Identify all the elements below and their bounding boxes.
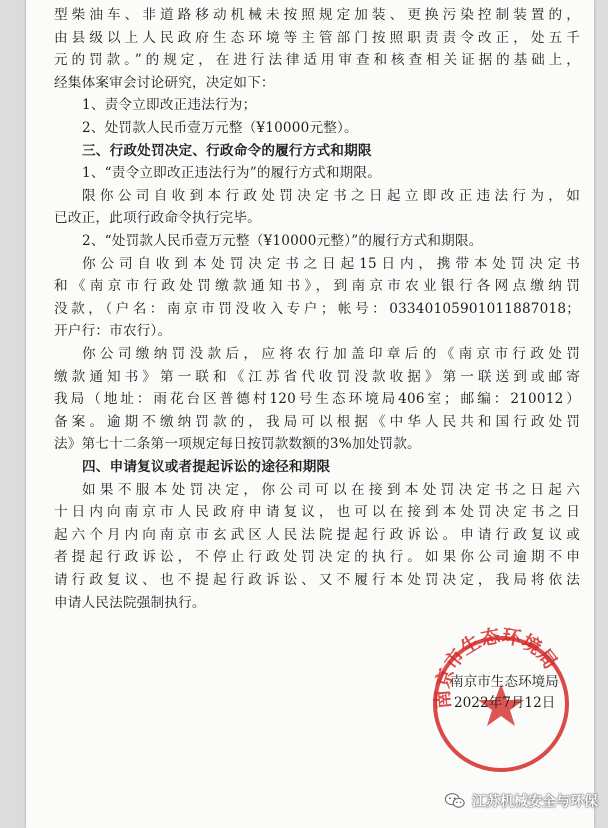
- text-line: 由县级以上人民政府生态环境等主管部门按照职责责令改正，处五千: [54, 29, 580, 46]
- watermark-text: 江苏机械安全与环保: [472, 794, 598, 810]
- text-line: 备案。逾期不缴纳罚款的，我局可以根据《中华人民共和国行政处罚: [54, 413, 580, 430]
- text-line: 起六个月内向南京市玄武区人民法院提起行政诉讼。申请行政复议或: [54, 526, 580, 543]
- issuer-name: 南京市生态环境局: [450, 674, 559, 690]
- text-line: 我局（地址：雨花台区普德村120号生态环境局406室；邮编：210012）: [54, 391, 580, 408]
- svg-text:南京市生态环境局: 南京市生态环境局: [431, 626, 562, 710]
- text-line: 2、“处罚款人民币壹万元整（¥10000元整）”的履行方式和期限。: [82, 233, 483, 249]
- text-line: 请行政复议、也不提起行政诉讼、又不履行本处罚决定，我局将依法: [54, 572, 580, 588]
- text-line: 2、处罚款人民币壹万元整（¥10000元整）。: [82, 120, 358, 136]
- text-line: 限你公司自收到本行政处罚决定书之日起立即改正违法行为，如: [82, 187, 580, 204]
- text-line: 没款，（户名：南京市罚没收入专户；帐号：03340105901011887018；: [54, 300, 580, 317]
- text-line: 你公司缴纳罚没款后，应将农行加盖印章后的《南京市行政处罚: [82, 346, 580, 362]
- wechat-icon: [444, 790, 466, 812]
- text-line: 缴款通知书》第一联和《江苏省代收罚没款收据》第一联送到或邮寄: [54, 368, 580, 385]
- text-line: 申请人民法院强制执行。: [54, 594, 206, 611]
- text-line: 型柴油车、非道路移动机械未按照规定加装、更换污染控制装置的，: [54, 7, 580, 23]
- text-line: 元的罚款。”的规定，在进行法律适用审查和核查相关证据的基础上，: [54, 52, 580, 69]
- text-line: 1、“责令立即改正违法行为”的履行方式和期限。: [82, 165, 382, 182]
- text-line: 开户行：市农行）。: [54, 323, 172, 340]
- source-watermark: [444, 790, 598, 812]
- document-page: [26, 0, 594, 828]
- text-line: 和《南京市行政处罚缴款通知书》，到南京市农业银行各网点缴纳罚: [54, 278, 580, 295]
- section-heading: 四、申请复议或者提起诉讼的途径和期限: [82, 459, 331, 475]
- text-line: 1、责令立即改正违法行为；: [82, 97, 257, 114]
- text-line: 如果不服本处罚决定，你公司可以在接到本处罚决定书之日起六: [82, 481, 580, 498]
- text-line: 经集体案审会讨论研究，决定如下：: [54, 74, 275, 91]
- text-line: 法》第七十二条第一项规定每日按罚款数额的3%加处罚款。: [54, 436, 421, 453]
- issue-date: 2022年7月12日: [454, 695, 556, 711]
- text-line: 已改正，此项行政命令执行完毕。: [54, 210, 261, 227]
- section-heading: 三、行政处罚决定、行政命令的履行方式和期限: [82, 142, 372, 159]
- text-line: 你公司自收到本处罚决定书之日起15日内，携带本处罚决定书: [82, 255, 580, 272]
- text-line: 者提起行政诉讼，不停止行政处罚决定的执行。如果你公司逾期不申: [54, 549, 580, 566]
- text-line: 十日内向南京市人民政府申请复议，也可以在接到本处罚决定书之日: [54, 504, 580, 521]
